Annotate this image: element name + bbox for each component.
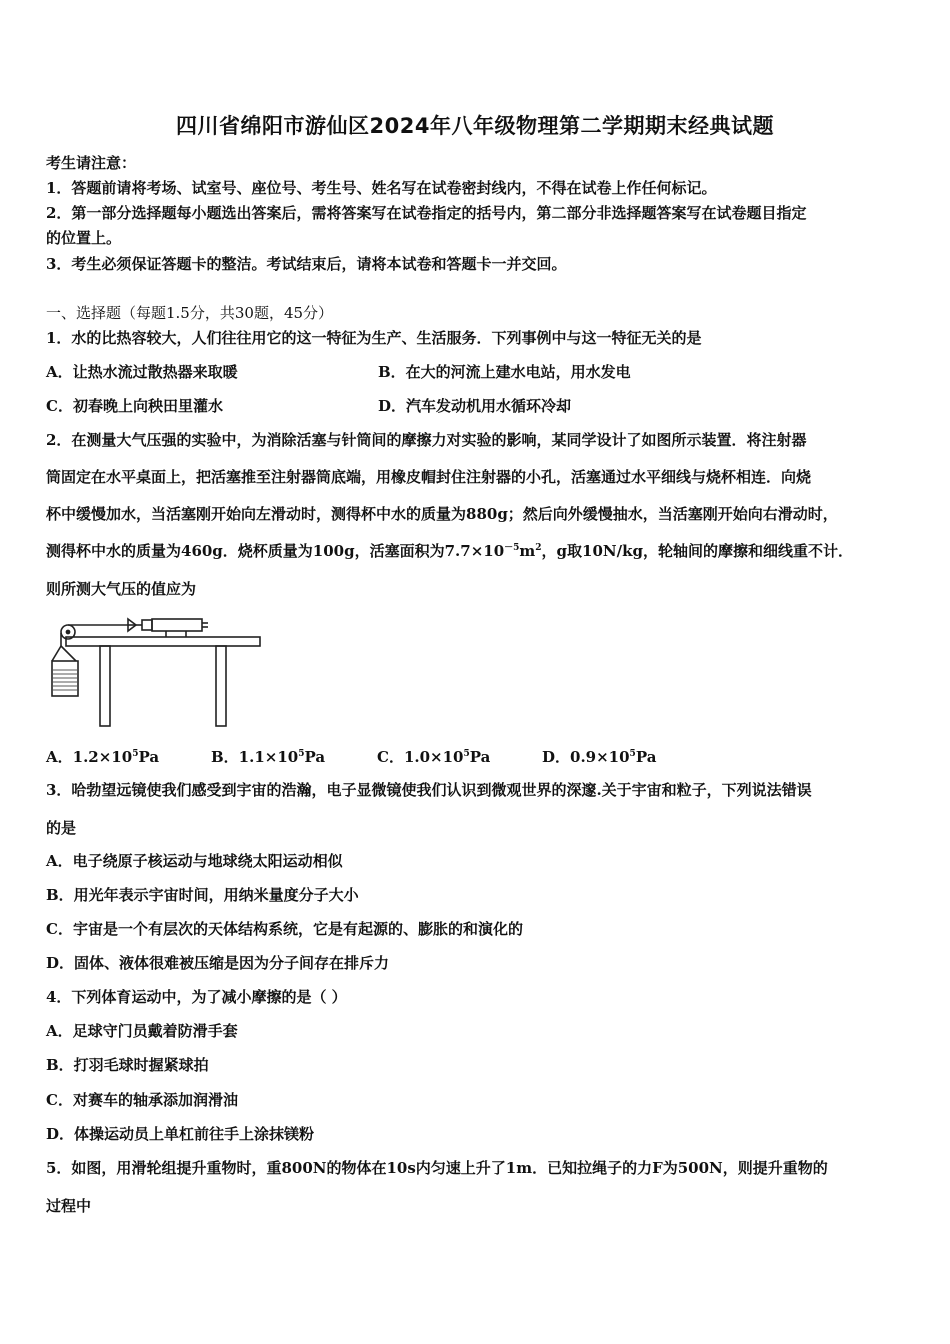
notice-header: 考生请注意： <box>46 154 137 172</box>
q2-line <box>46 540 853 561</box>
notice-item: 1．答题前请将考场、试室号、座位号、考生号、姓名写在试卷密封线内，不得在试卷上作任何标记。 <box>46 179 717 197</box>
q3-option-c: C．宇宙是一个有层次的天体结构系统，它是有起源的、膨胀的和演化的 <box>46 920 523 938</box>
q4-option-b: B．打羽毛球时握紧球拍 <box>46 1056 209 1074</box>
q2-option-b: B．$1.1\times 10^5Pa$ <box>211 748 326 766</box>
q3-option-d: D．固体、液体很难被压缩是因为分子间存在排斥力 <box>46 954 390 972</box>
q2-line: 杯中缓慢加水，当活塞刚开始向左滑动时，测得杯中水的质量为880g；然后向外缓慢抽水，当活塞刚开始向右滑动时， <box>46 505 838 523</box>
q4-option-a: A．足球守门员戴着防滑手套 <box>46 1022 238 1040</box>
table-leg <box>216 646 226 726</box>
q2-line4-text: 测得杯中水的质量为460g．烧杯质量为100g，活塞面积为7.7×10 <box>46 542 505 560</box>
notice-item: 2．第一部分选择题每小题选出答案后，需将答案写在试卷指定的括号内，第二部分非选择题答案写在试卷题目指定 <box>46 204 807 222</box>
q1-option-c: C．初春晚上向秧田里灌水 <box>46 397 223 415</box>
notice-item: 的位置上。 <box>46 229 122 247</box>
q2-option-d: D．$0.9\times 10^5Pa$ <box>542 748 657 766</box>
q2-exponent: －5 <box>504 543 520 553</box>
q2-option-c: C．$1.0\times 10^5Pa$ <box>377 748 491 766</box>
section-title: 一、选择题（每题1.5分，共30题，45分） <box>46 304 334 322</box>
q2-option-a: A．$1.2\times 10^5Pa$ <box>46 748 160 766</box>
notice-item: 3．考生必须保证答题卡的整洁。考试结束后，请将本试卷和答题卡一并交回。 <box>46 255 567 273</box>
page-title: 四川省绵阳市游仙区2024年八年级物理第二学期期末经典试题 <box>176 114 774 138</box>
q2-line: 筒固定在水平桌面上，把活塞推至注射器筒底端，用橡皮帽封住注射器的小孔，活塞通过水平细线与烧杯相连．向烧 <box>46 468 812 486</box>
syringe-barrel <box>152 619 202 631</box>
q5-line: 5．如图，用滑轮组提升重物时，重800N的物体在10s内匀速上升了1m．已知拉绳子的力F为500N，则提升重物的 <box>46 1159 828 1177</box>
q3-option-a: A．电子绕原子核运动与地球绕太阳运动相似 <box>46 852 343 870</box>
q4-option-c: C．对赛车的轴承添加润滑油 <box>46 1091 238 1109</box>
q4-stem: 4．下列体育运动中，为了减小摩擦的是（ ） <box>46 988 347 1006</box>
syringe-plunger <box>142 620 152 630</box>
q4-option-d: D．体操运动员上单杠前往手上涂抹镁粉 <box>46 1125 315 1143</box>
beaker <box>52 661 78 696</box>
q1-option-a: A．让热水流过散热器来取暖 <box>46 363 238 381</box>
q5-line: 过程中 <box>46 1197 92 1215</box>
q1-option-d: D．汽车发动机用水循环冷却 <box>378 397 572 415</box>
q2-line: 2．在测量大气压强的实验中，为消除活塞与针筒间的摩擦力对实验的影响，某同学设计了如图所示装置．将注射器 <box>46 431 807 449</box>
syringe-table-figure <box>44 606 269 730</box>
q3-line: 的是 <box>46 819 77 837</box>
q1-stem: 1．水的比热容较大，人们往往用它的这一特征为生产、生活服务．下列事例中与这一特征无关的是 <box>46 329 702 347</box>
table-leg <box>100 646 110 726</box>
q1-option-b: B．在大的河流上建水电站，用水发电 <box>378 363 631 381</box>
q3-line: 3．哈勃望远镜使我们感受到宇宙的浩瀚，电子显微镜使我们认识到微观世界的深邃.关于宇宙和粒子，下列说法错误 <box>46 781 812 799</box>
q2-line4-text: ，g取10N/kg，轮轴间的摩擦和细线重不计． <box>541 542 853 560</box>
q2-unit: m <box>519 542 536 560</box>
q2-line: 则所测大气压的值应为 <box>46 580 197 598</box>
table-top <box>66 637 260 646</box>
q2-exponent: 2 <box>535 543 542 553</box>
q3-option-b: B．用光年表示宇宙时间，用纳米量度分子大小 <box>46 886 359 904</box>
